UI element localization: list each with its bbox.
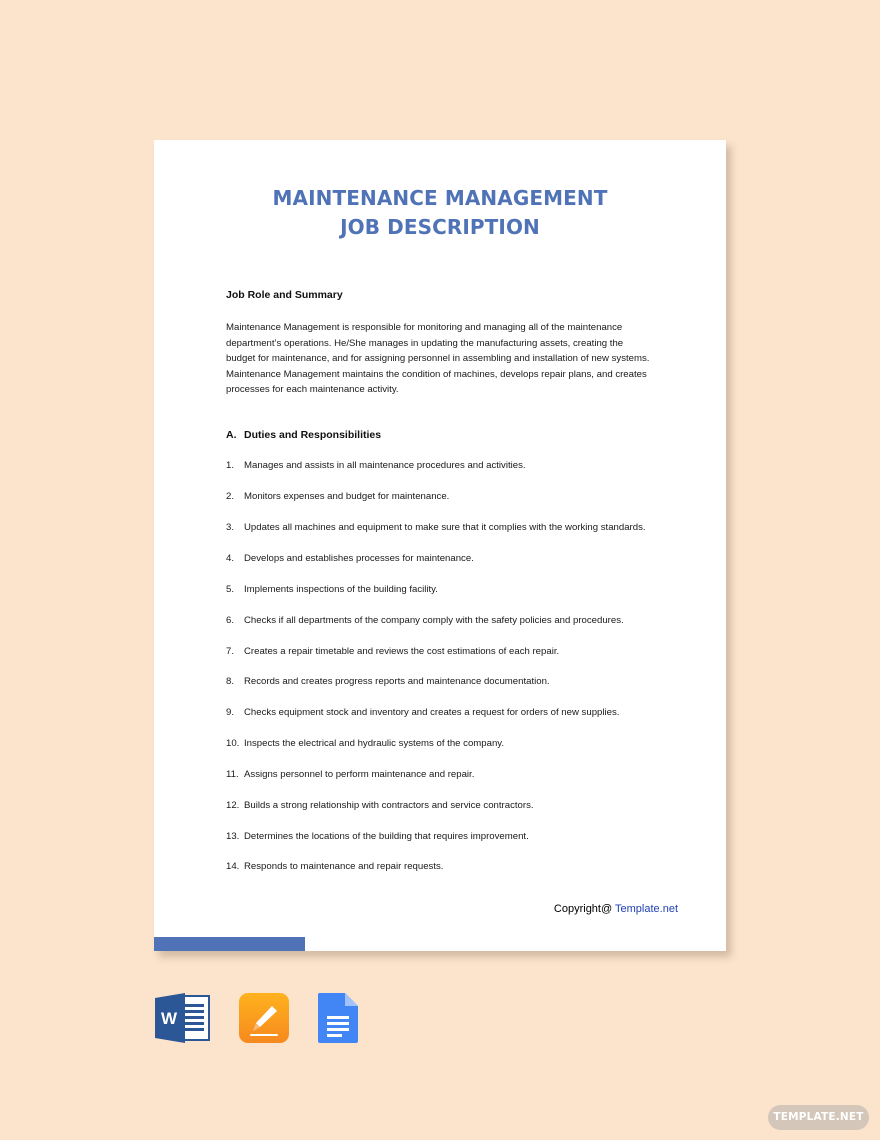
duty-text: Records and creates progress reports and maintenance documentation.: [244, 676, 550, 687]
apple-pages-icon[interactable]: [238, 992, 290, 1049]
duty-text: Checks if all departments of the company comply with the safety policies and procedures.: [244, 615, 624, 626]
duty-number: 11.: [226, 769, 239, 780]
duty-number: 12.: [226, 800, 240, 811]
duties-heading: [226, 429, 381, 441]
duties-heading-text: Duties and Responsibilities: [244, 429, 382, 441]
duty-number: 9.: [226, 707, 235, 718]
summary-line: budget for maintenance, and for assigning personnel in assembling and installation of new systems.: [226, 353, 650, 364]
duty-item: [226, 614, 624, 628]
duty-item: [226, 645, 559, 659]
summary-line: processes for each maintenance activity.: [226, 384, 399, 395]
duty-item: [226, 552, 474, 566]
duty-item: [226, 675, 550, 689]
duty-text: Checks equipment stock and inventory and creates a request for orders of new supplies.: [244, 707, 620, 718]
copyright-label: Copyright@: [553, 903, 613, 915]
duty-item: [226, 490, 449, 504]
summary-paragraph: [226, 320, 686, 398]
duty-number: 8.: [226, 676, 235, 687]
summary-line: Maintenance Management maintains the condition of machines, develops repair plans, and creates: [226, 368, 647, 380]
duty-text: Builds a strong relationship with contractors and service contractors.: [244, 800, 534, 811]
duty-number: 1.: [226, 460, 235, 471]
duty-item: [226, 737, 504, 751]
duty-number: 7.: [226, 646, 235, 657]
duty-text: Manages and assists in all maintenance procedures and activities.: [244, 460, 526, 471]
summary-line: Maintenance Management is responsible for monitoring and managing all of the maintenance: [226, 322, 623, 333]
duty-text: Updates all machines and equipment to make sure that it complies with the working standards.: [244, 522, 646, 533]
document-title: [154, 184, 726, 242]
duty-text: Develops and establishes processes for maintenance.: [244, 553, 474, 564]
copyright-link[interactable]: Template.net: [615, 903, 678, 915]
duty-number: 6.: [226, 615, 235, 626]
duty-text: Assigns personnel to perform maintenance and repair.: [244, 769, 475, 780]
duty-text: Determines the locations of the building that requires improvement.: [244, 831, 529, 842]
duty-item: [226, 583, 438, 597]
duty-item: [226, 830, 529, 844]
accent-bar: [154, 937, 305, 951]
duty-item: [226, 768, 474, 782]
duty-number: 14.: [226, 861, 240, 872]
duty-text: Monitors expenses and budget for maintenance.: [244, 491, 450, 502]
template-watermark: TEMPLATE.NET: [768, 1105, 869, 1130]
duty-text: Implements inspections of the building facility.: [244, 584, 438, 595]
google-docs-icon[interactable]: [317, 992, 359, 1049]
duty-number: 5.: [226, 584, 235, 595]
duty-number: 2.: [226, 491, 235, 502]
summary-heading: Job Role and Summary: [226, 289, 343, 301]
duty-item: [226, 706, 619, 720]
copyright-notice: [554, 903, 678, 915]
duty-item: [226, 521, 646, 535]
summary-line: department’s operations. He/She manages in updating the manufacturing assets, creating the: [226, 337, 624, 349]
duty-number: 3.: [226, 522, 235, 533]
duty-number: 10.: [226, 738, 240, 749]
duty-number: 13.: [226, 831, 240, 842]
duty-number: 4.: [226, 553, 235, 564]
duties-heading-marker: A.: [226, 429, 237, 441]
title-line-2: JOB DESCRIPTION: [340, 215, 540, 239]
duty-text: Responds to maintenance and repair requests.: [244, 861, 444, 872]
duty-item: [226, 459, 526, 473]
duty-item: [226, 860, 443, 874]
microsoft-word-icon[interactable]: [155, 992, 211, 1049]
title-line-1: MAINTENANCE MANAGEMENT: [272, 186, 608, 210]
document-page: [154, 140, 726, 951]
duty-text: Creates a repair timetable and reviews the cost estimations of each repair.: [244, 646, 560, 657]
duty-item: [226, 799, 534, 813]
duty-text: Inspects the electrical and hydraulic systems of the company.: [244, 738, 505, 749]
word-letter: W: [160, 1009, 178, 1028]
